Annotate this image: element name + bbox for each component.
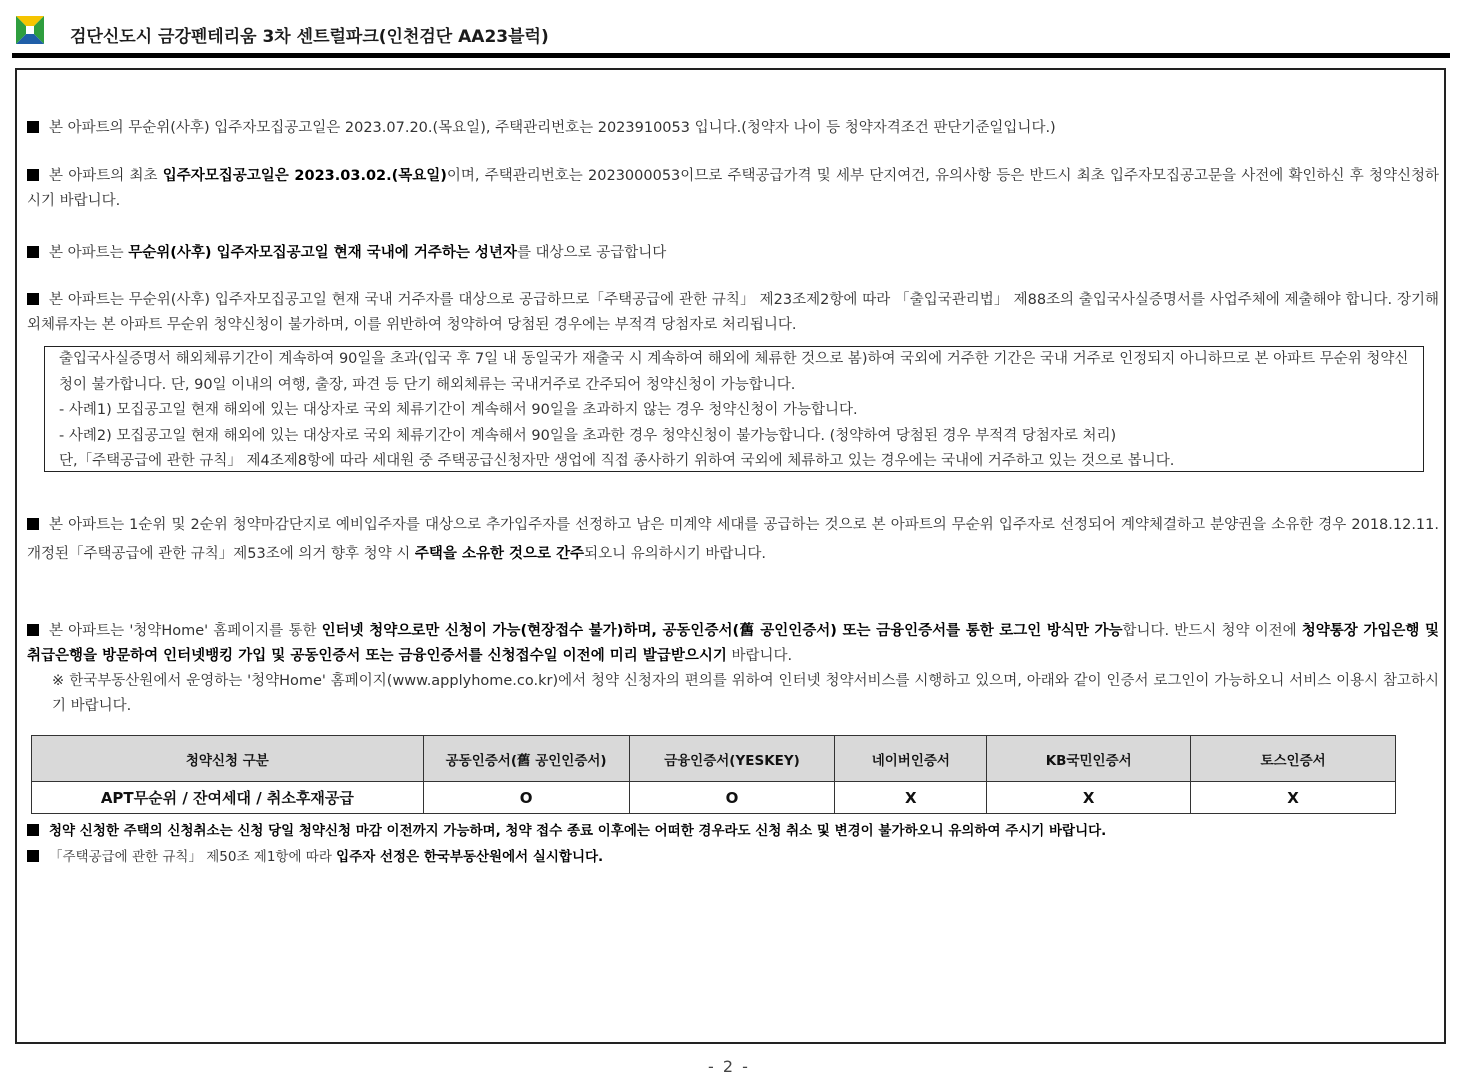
table-cell: X	[835, 782, 987, 814]
box-exception: 단,「주택공급에 관한 규칙」 제4조제8항에 따라 세대원 중 주택공급신청자만 생업에 직접 종사하기 위하여 국외에 체류하고 있는 경우에는 국내에 거주하고 있는 것으로 봅니다.	[59, 453, 1175, 469]
table-cell: O	[629, 782, 835, 814]
table-header: 토스인증서	[1191, 736, 1396, 782]
page-title: 검단신도시 금강펜테리움 3차 센트럴파크(인천검단 AA23블럭)	[70, 27, 549, 47]
notice-residency: 본 아파트는 무순위(사후) 입주자모집공고일 현재 국내 거주자를 대상으로 공급하므로「주택공급에 관한 규칙」 제23조제2항에 따라 「출입국관리법」 제88조의 출입국사실증명서를 사업주체에 제출해야 합니다. 장기해외체류자는 본 아파트 무순위 청약신청이 불가하며, 이를 위반하여 청약하여 당첨된 경우에는 부적격 당첨자로 처리됩니다.	[27, 292, 1439, 333]
table-header: 공동인증서(舊 공인인증서)	[423, 736, 629, 782]
notice-house-ownership: 본 아파트는 1순위 및 2순위 청약마감단지로 예비입주자를 대상으로 추가입주자를 선정하고 남은 미계약 세대를 공급하는 것으로 본 아파트의 무순위 입주자로 선정되어 계약체결하고 분양권을 소유한 경우 2018.12.11. 개정된「주택공급에 관한 규칙」제53조에 의거 향후 청약 시 주택을 소유한 것으로 간주되오니 유의하시기 바랍니다.	[27, 517, 1439, 562]
logo-icon	[16, 16, 44, 44]
table-header-row	[32, 736, 1396, 782]
table-header: 금융인증서(YESKEY)	[629, 736, 835, 782]
document-header	[14, 10, 1450, 54]
bullet-icon	[27, 121, 39, 133]
bullet-icon	[27, 850, 39, 862]
applyhome-note: ※ 한국부동산원에서 운영하는 '청약Home' 홈페이지(www.applyhome.co.kr)에서 청약 신청자의 편의를 위하여 인터넷 청약서비스를 시행하고 있으며, 아래와 같이 인증서 로그인이 가능하오니 서비스 이용시 참고하시기 바랍니다.	[52, 673, 1439, 714]
bullet-icon	[27, 246, 39, 258]
box-case-2: - 사례2) 모집공고일 현재 해외에 있는 대상자로 국외 체류기간이 계속해서 90일을 초과한 경우 청약신청이 불가능합니다. (청약하여 당첨된 경우 부적격 당첨자로 처리)	[59, 427, 1117, 444]
bullet-icon	[27, 824, 39, 836]
overseas-stay-box	[44, 346, 1424, 472]
notice-internet-application: 본 아파트는 '청약Home' 홈페이지를 통한 인터넷 청약으로만 신청이 가능(현장접수 불가)하며, 공동인증서(舊 공인인증서) 또는 금융인증서를 통한 로그인 방식만 가능합니다. 반드시 청약 이전에 청약통장 가입은행 및 취급은행을 방문하여 인터넷뱅킹 가입 및 공동인증서 또는 금융인증서를 신청접수일 이전에 미리 발급받으시기 바랍니다. ※ 한국부동산원에서 운영하는 '청약Home' 홈페이지(www.applyhome.co.kr)에서 청약 신청자의 편의를 위하여 인터넷 청약서비스를 시행하고 있으며, 아래와 같이 인증서 로그인이 가능하오니 서비스 이용시 참고하시기 바랍니다.	[27, 619, 1439, 719]
bullet-icon	[27, 293, 39, 305]
table-cell: X	[1191, 782, 1396, 814]
bullet-icon	[27, 518, 39, 530]
notice-eligibility: 본 아파트는 무순위(사후) 입주자모집공고일 현재 국내에 거주하는 성년자를 대상으로 공급합니다	[27, 241, 1439, 266]
bullet-icon	[27, 169, 39, 181]
table-row	[32, 782, 1396, 814]
notice-selection: 「주택공급에 관한 규칙」 제50조 제1항에 따라 입주자 선정은 한국부동산원에서 실시합니다.	[27, 845, 1439, 869]
notice-announcement-date: 본 아파트의 무순위(사후) 입주자모집공고일은 2023.07.20.(목요일), 주택관리번호는 2023910053 입니다.(청약자 나이 등 청약자격조건 판단기준일입니다.)	[27, 116, 1439, 141]
page-number: - 2 -	[708, 1057, 750, 1076]
certificate-table	[31, 735, 1396, 814]
table-cell: APT무순위 / 잔여세대 / 취소후재공급	[32, 782, 424, 814]
bullet-icon	[27, 624, 39, 636]
table-cell: O	[423, 782, 629, 814]
notice-first-announcement: 본 아파트의 최초 입주자모집공고일은 2023.03.02.(목요일)이며, 주택관리번호는 2023000053이므로 주택공급가격 및 세부 단지여건, 유의사항 등은 반드시 최초 입주자모집공고문을 사전에 확인하신 후 청약신청하시기 바랍니다.	[27, 168, 1439, 209]
box-line: 출입국사실증명서 해외체류기간이 계속하여 90일을 초과(입국 후 7일 내 동일국가 재출국 시 계속하여 해외에 체류한 것으로 봄)하여 국외에 거주한 기간은 국내 거주로 인정되지 아니하므로 본 아파트 무순위 청약신청이 불가합니다. 단, 90일 이내의 여행, 출장, 파견 등 단기 해외체류는 국내거주로 간주되어 청약신청이 가능합니다.	[59, 351, 1409, 393]
table-cell: X	[987, 782, 1191, 814]
table-header: KB국민인증서	[987, 736, 1191, 782]
header-divider	[12, 53, 1450, 58]
table-header: 청약신청 구분	[32, 736, 424, 782]
notice-cancellation: 청약 신청한 주택의 신청취소는 신청 당일 청약신청 마감 이전까지 가능하며, 청약 접수 종료 이후에는 어떠한 경우라도 신청 취소 및 변경이 불가하오니 유의하여 주시기 바랍니다.	[27, 819, 1439, 843]
box-case-1: - 사례1) 모집공고일 현재 해외에 있는 대상자로 국외 체류기간이 계속해서 90일을 초과하지 않는 경우 청약신청이 가능합니다.	[59, 402, 858, 418]
table-header: 네이버인증서	[835, 736, 987, 782]
